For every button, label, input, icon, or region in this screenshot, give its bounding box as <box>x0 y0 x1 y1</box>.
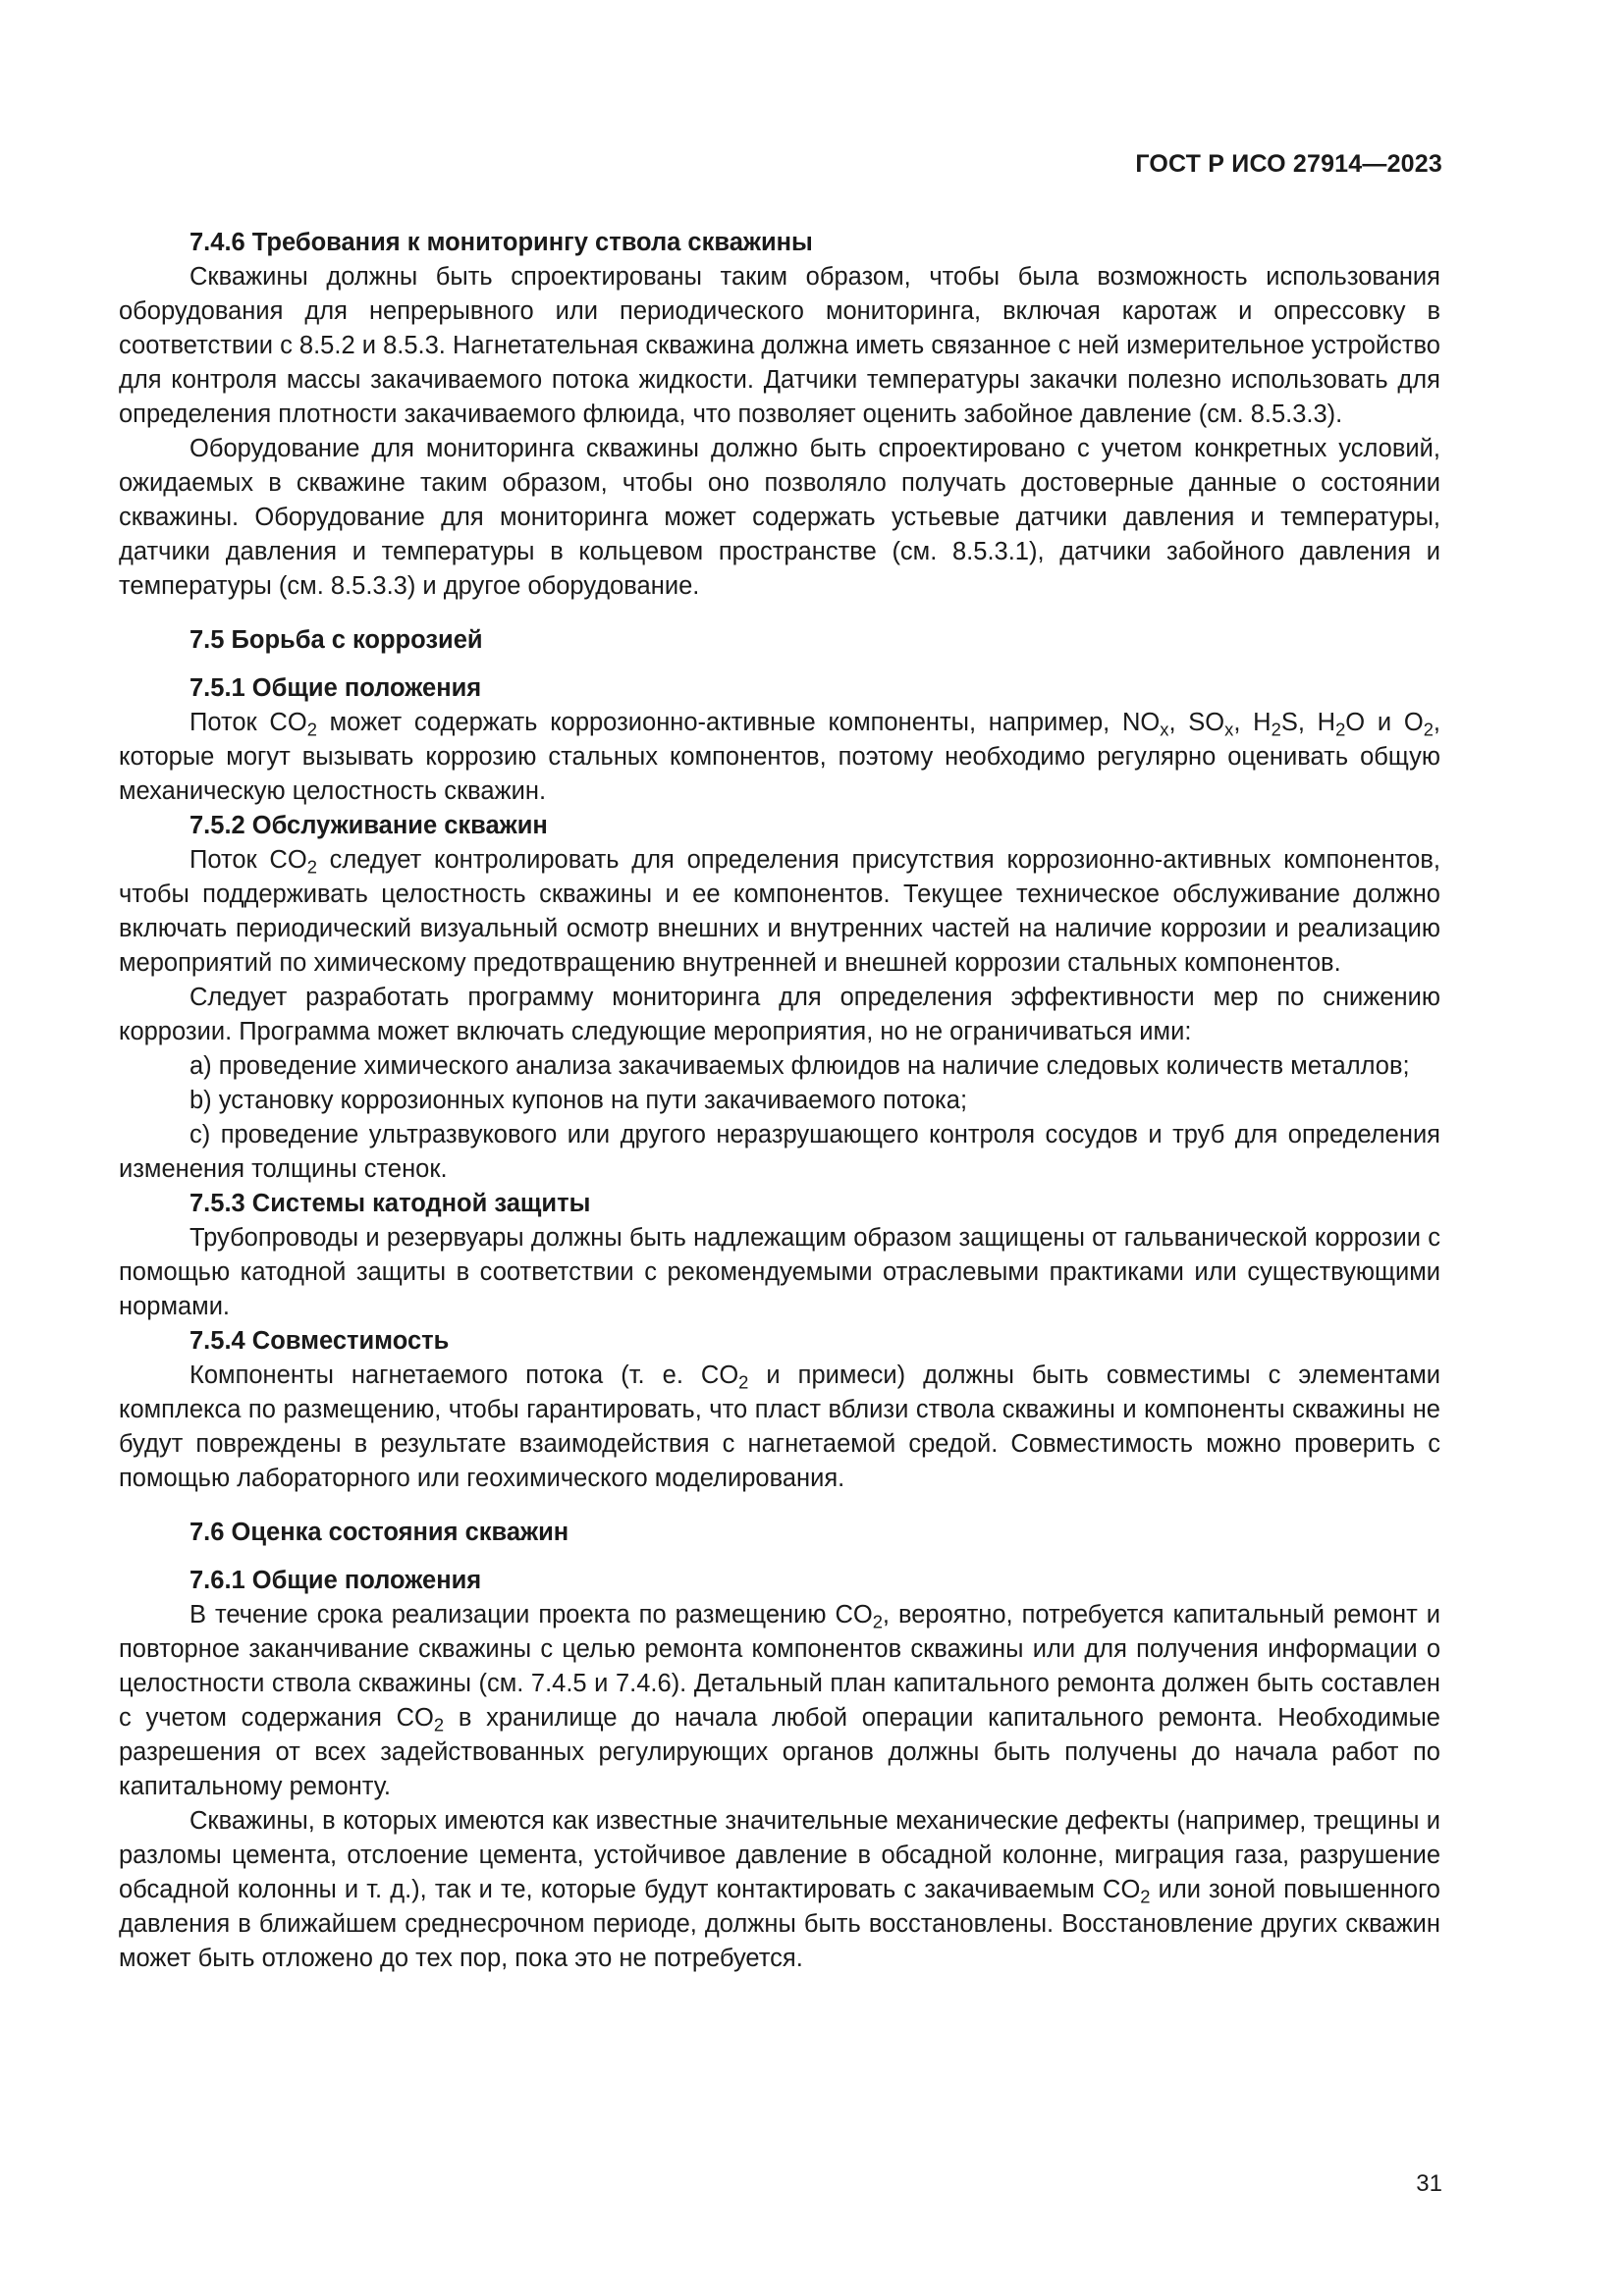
list-item-c: c) проведение ультразвукового или другого неразрушающего контроля сосудов и труб для определения изменения толщины стенок. <box>119 1121 1440 1183</box>
section-7-6-title: 7.6 Оценка состояния скважин <box>189 1519 569 1546</box>
section-7-5-title: 7.5 Борьба с коррозией <box>189 626 483 654</box>
section-7-4-6-paragraph-1: Скважины должны быть спроектированы таким образом, чтобы была возможность использования оборудования для непрерывного или периодического мониторинга, включая каротаж и опрессовку в соответствии с 8.5.2 и 8.5.3. Нагнетательная скважина должна иметь связанное с ней измерительное устройство для контроля массы закачиваемого потока жидкости. Датчики температуры закачки полезно использовать для определения плотности закачиваемого флюида, что позволяет оценить забойное давление (см. 8.5.3.3). <box>119 263 1440 428</box>
document-body <box>119 226 1440 1976</box>
section-7-5-2-title: 7.5.2 Обслуживание скважин <box>189 812 548 839</box>
section-7-5-3-title: 7.5.3 Системы катодной защиты <box>189 1190 591 1217</box>
section-7-4-6-title: 7.4.6 Требования к мониторингу ствола скважины <box>189 229 813 256</box>
section-7-6-1-paragraph-2: Скважины, в которых имеются как известные значительные механические дефекты (например, трещины и разломы цемента, отслоение цемента, устойчивое давление в обсадной колонне, миграция газа, разрушение обсадной колонны и т. д.), так и те, которые будут контактировать с закачиваемым $CO_2$ или зоной повышенного давления в ближайшем среднесрочном периоде, должны быть восстановлены. Восстановление других скважин может быть отложено до тех пор, пока это не потребуется. <box>119 1807 1440 1972</box>
section-7-5-1-paragraph-1: Поток $CO_2$ может содержать коррозионно-активные компоненты, например, $NO_x$, $SO_x$, $H_2S$, $H_2O$ и $O_2$, которые могут вызывать коррозию стальных компонентов, поэтому необходимо регулярно оценивать общую механическую целостность скважин. <box>119 709 1441 805</box>
section-7-6-1-paragraph-1: В течение срока реализации проекта по размещению $CO_2$, вероятно, потребуется капитальный ремонт и повторное заканчивание скважины с целью ремонта компонентов скважины или для получения информации о целостности ствола скважины (см. 7.4.5 и 7.4.6). Детальный план капитального ремонта должен быть составлен с учетом содержания $CO_2$ в хранилище до начала любой операции капитального ремонта. Необходимые разрешения от всех задействованных регулирующих органов должны быть получены до начала работ по капитальному ремонту. <box>119 1601 1440 1800</box>
list-item-b: b) установку коррозионных купонов на пути закачиваемого потока; <box>189 1087 968 1114</box>
section-7-4-6-paragraph-2: Оборудование для мониторинга скважины должно быть спроектировано с учетом конкретных условий, ожидаемых в скважине таким образом, чтобы оно позволяло получать достоверные данные о состоянии скважины. Оборудование для мониторинга может содержать устьевые датчики давления и температуры, датчики давления и температуры в кольцевом пространстве (см. 8.5.3.1), датчики забойного давления и температуры (см. 8.5.3.3) и другое оборудование. <box>119 435 1440 600</box>
list-item-a: a) проведение химического анализа закачиваемых флюидов на наличие следовых количеств металлов; <box>189 1052 1410 1080</box>
section-7-5-4-paragraph-1: Компоненты нагнетаемого потока (т. е. $CO_2$ и примеси) должны быть совместимы с элементами комплекса по размещению, чтобы гарантировать, что пласт вблизи ствола скважины и компоненты скважины не будут повреждены в результате взаимодействия с нагнетаемой средой. Совместимость можно проверить с помощью лабораторного или геохимического моделирования. <box>119 1362 1440 1492</box>
page-number: 31 <box>1416 2170 1442 2197</box>
section-7-5-2-paragraph-1: Поток $CO_2$ следует контролировать для определения присутствия коррозионно-активных компонентов, чтобы поддерживать целостность скважины и ее компонентов. Текущее техническое обслуживание должно включать периодический визуальный осмотр внешних и внутренних частей на наличие коррозии и реализацию мероприятий по химическому предотвращению внутренней и внешней коррозии стальных компонентов. <box>119 846 1440 977</box>
section-7-5-2-paragraph-2: Следует разработать программу мониторинга для определения эффективности мер по снижению коррозии. Программа может включать следующие мероприятия, но не ограничиваться ими: <box>119 984 1440 1045</box>
section-7-5-1-title: 7.5.1 Общие положения <box>189 674 482 702</box>
section-7-6-1-title: 7.6.1 Общие положения <box>189 1567 482 1594</box>
section-7-5-4-title: 7.5.4 Совместимость <box>189 1327 450 1355</box>
section-7-5-3-paragraph-1: Трубопроводы и резервуары должны быть надлежащим образом защищены от гальванической коррозии с помощью катодной защиты в соответствии с рекомендуемыми отраслевыми практиками или существующими нормами. <box>119 1224 1440 1320</box>
document-header: ГОСТ Р ИСО 27914—2023 <box>1135 150 1442 178</box>
